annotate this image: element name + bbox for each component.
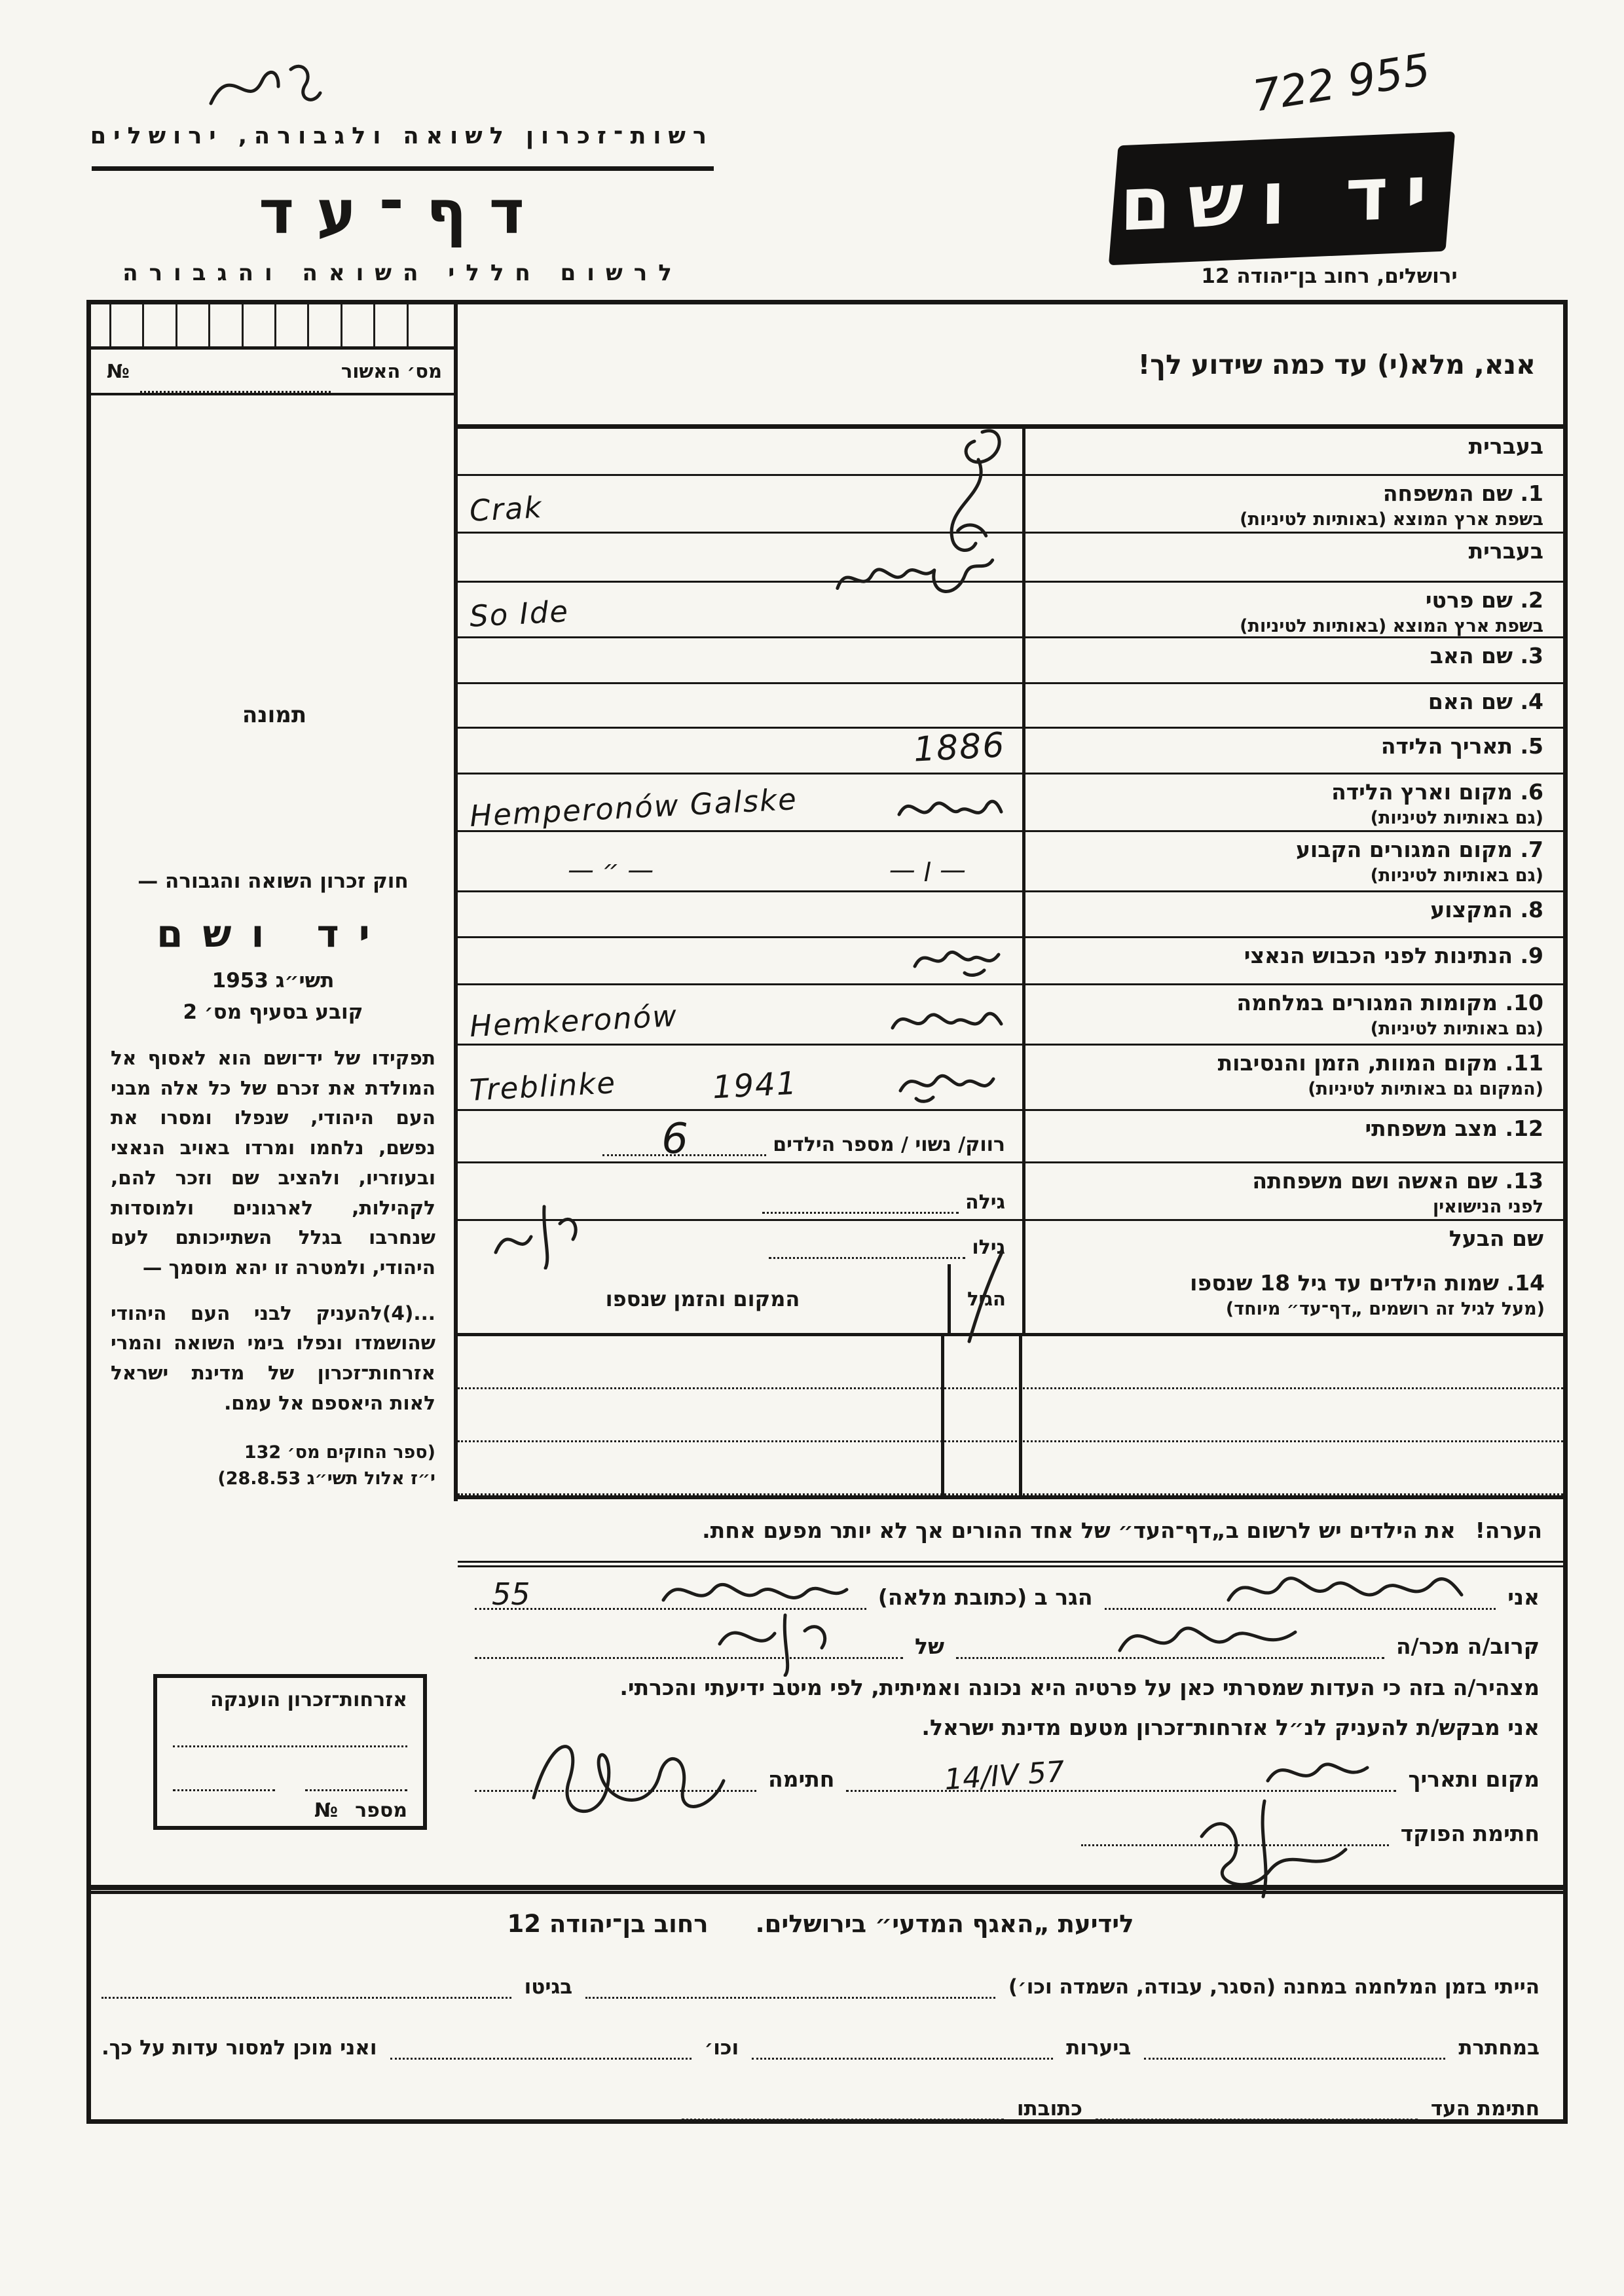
official-signature-blank	[1081, 1814, 1389, 1846]
his-age-blank	[769, 1231, 965, 1259]
citizenship-blank-line	[305, 1789, 407, 1791]
handwritten-birth-place-hebrew	[894, 786, 1005, 825]
answer-area	[458, 985, 1022, 1044]
table-divider	[941, 1336, 944, 1495]
field-label: 12. מצב משפחתי	[1365, 1116, 1543, 1141]
yad-vashem-logo	[1109, 132, 1455, 265]
children-count-blank	[602, 1115, 766, 1163]
approval-number-row	[91, 350, 458, 395]
number-tick-strip	[91, 304, 458, 350]
law-source: (ספר החוקים מס׳ 132 י״ז אלול תשי״ג 28.8.53)	[217, 1442, 435, 1489]
row-birth-date	[458, 725, 1563, 774]
form-subtitle: לרשום חללי השואה והגבורה	[122, 260, 683, 286]
of-blank	[475, 1627, 903, 1659]
field-label: בעברית	[1468, 433, 1543, 459]
handwritten-first-name-latin: So Ide	[468, 594, 570, 634]
field-sublabel: (גם באותיות לטיניות)	[1370, 1018, 1543, 1039]
witness-signature-line: חתימת העד כתובתו	[682, 2094, 1540, 2121]
row-wife-name	[458, 1163, 1563, 1221]
law-clause: ‏...(4)להעניק לבני העם היהודי שהושמדו ונפלו בימי השואה והמרי אזרחות־זכרון של מדינת ישראל לאות היאספם אל עמם.	[111, 1302, 435, 1414]
handwritten-slash	[960, 1247, 1012, 1345]
scientific-branch-section	[101, 1910, 1540, 2121]
photo-box	[91, 395, 458, 847]
answer-area	[458, 684, 1022, 727]
handwritten-war-residence-hebrew	[887, 998, 1005, 1038]
resides-label: הגר ב (כתובת מלאה)	[877, 1584, 1093, 1610]
header-rule	[92, 166, 714, 171]
handwritten-war-residence-latin: Hemkeronów	[468, 998, 679, 1044]
row-death-place	[458, 1046, 1563, 1111]
children-table-row	[458, 1442, 1563, 1495]
witness-signature-scribble	[521, 1715, 737, 1833]
handwritten-citizenship-hebrew	[907, 936, 1005, 978]
signature-label: חתימה	[768, 1766, 835, 1792]
answer-area	[458, 1111, 1022, 1161]
field-sublabel: בשפת ארץ המוצא (באותיות לטיניות)	[1240, 509, 1543, 530]
answer-area	[458, 1221, 1022, 1264]
underground-blank	[1144, 2033, 1445, 2060]
law-section: קובע בסעיף מס׳ 2	[183, 1000, 363, 1024]
office-address: ירושלים, רחוב בן־יהודה 12	[1201, 264, 1458, 288]
row-first-name	[458, 583, 1563, 638]
handwritten-death-place-latin: Treblinke	[468, 1065, 618, 1108]
handwritten-death-place-hebrew	[894, 1058, 1005, 1104]
field-label: 1. שם המשפחה	[1382, 481, 1543, 506]
note-label: הערה!	[1475, 1517, 1542, 1543]
his-age-label: גילו	[972, 1236, 1005, 1259]
handwritten-birth-place-latin: Hemperonów Galske	[468, 781, 798, 834]
law-body: תפקידו של יד־ושם הוא לאסוף אל המולדת את זכרם של כל אלה מבני העם היהודי, שנפלו ומסרו את נפשם, נלחמו ומרדו באויב הנאצי ובעוזריו, ולהציב שם וזכר להם, לקהילות, לארגונים ולמוסדות שנחרבו בגלל השתייכותם לעם היהודי, ולמטרה זו יהא מוסמך —	[111, 1047, 435, 1279]
ghetto-blank	[101, 1972, 511, 1999]
photo-label: תמונה	[242, 702, 307, 728]
citizenship-blank-line	[173, 1745, 407, 1747]
camp-ghetto-line: הייתי בזמן המלחמה במחנה (הסגר, עבודה, השמדה וכו׳) בגיטו	[101, 1972, 1540, 1999]
field-label: 13. שם האשה ושם משפחתה	[1252, 1168, 1543, 1194]
place-date-label: מקום ותאריך	[1408, 1766, 1540, 1792]
her-age-blank	[762, 1186, 959, 1214]
organization-name: רשות־זכרון לשואה ולגבורה, ירושלים	[90, 123, 714, 149]
declaration-relation-line	[475, 1627, 1540, 1659]
declaration-truth-line	[475, 1675, 1540, 1700]
row-marital-status	[458, 1111, 1563, 1163]
left-panel	[91, 304, 458, 1501]
answer-area	[458, 725, 1022, 773]
field-label: 8. המקצוע	[1430, 897, 1543, 922]
underground-forest-line: במחתרת ביערות וכו׳ ואני מוכן למסור עדות על כך.	[101, 2033, 1540, 2060]
field-label: 5. תאריך הלידה	[1380, 733, 1543, 759]
handwritten-children-count: 6	[661, 1115, 688, 1163]
law-name: יד ושם	[157, 911, 390, 956]
form-title: דף־עד	[259, 177, 547, 247]
handwritten-birth-year: 1886	[912, 725, 1006, 770]
handwritten-family-name-latin: Crak	[468, 490, 544, 528]
law-title: חוק זכרון השואה והגבורה —	[138, 869, 409, 893]
answer-area	[458, 638, 1022, 682]
field-label: 11. מקום המוות, הזמן והנסיבות	[1217, 1050, 1543, 1076]
declare-text: מצהיר/ה בזה כי העדות שמסרתי כאן על פרטיה היא נכונה ואמיתית, לפי מיטב ידיעתי והכרתי.	[619, 1675, 1540, 1700]
signature-blank	[475, 1760, 756, 1792]
field-label: בעברית	[1468, 538, 1543, 564]
request-text: אני מבקש/ת להעניק לנ״ל אזרחות־זכרון מטעם מדינת ישראל.	[921, 1715, 1540, 1740]
row-father-name	[458, 638, 1563, 684]
note-band	[458, 1495, 1563, 1567]
citizenship-number-row: מספר №	[314, 1799, 407, 1822]
field-sublabel: (המקום גם באותיות לטיניות)	[1308, 1078, 1543, 1099]
declaration-block	[458, 1567, 1563, 1846]
etc-blank	[390, 2033, 692, 2060]
handwritten-death-year: 1941	[711, 1065, 799, 1106]
handwritten-mark	[191, 47, 329, 124]
row-mother-name	[458, 684, 1563, 729]
place-date-blank	[846, 1755, 1396, 1797]
children-table-row	[458, 1389, 1563, 1442]
i-label: אני	[1507, 1584, 1540, 1610]
field-label: 3. שם האב	[1430, 643, 1543, 668]
field-label: 6. מקום וארץ הלידה	[1331, 779, 1543, 805]
children-question: 14. שמות הילדים עד גיל 18 שנספו	[1190, 1270, 1545, 1296]
children-table	[458, 1264, 1563, 1495]
handwritten-ditto-mark: — ״ —	[568, 855, 654, 885]
form-header	[92, 123, 714, 286]
section-divider	[91, 1885, 1563, 1894]
place-date-signature-line	[475, 1755, 1540, 1797]
official-signature-line	[1081, 1814, 1540, 1846]
official-signature-label: חתימת הפוקד	[1400, 1821, 1540, 1846]
field-label: 9. הנתינות לפני הכבוש הנאצי	[1244, 943, 1543, 968]
law-year: תשי״ג 1953	[212, 969, 335, 993]
children-table-header	[458, 1264, 1563, 1336]
row-profession	[458, 892, 1563, 938]
field-sublabel: (גם באותיות לטיניות)	[1370, 865, 1543, 886]
handwritten-house-number: 55	[491, 1576, 530, 1612]
field-label: 10. מקומות המגורים במלחמה	[1236, 990, 1543, 1015]
citizenship-blank-line	[173, 1789, 275, 1791]
relation-blank	[956, 1627, 1384, 1659]
her-age-label: גילה	[965, 1191, 1005, 1214]
place-time-column-header: המקום והזמן שנספו	[605, 1286, 800, 1311]
handwritten-first-name-hebrew	[822, 508, 1008, 624]
declaration-identity-line	[475, 1578, 1540, 1610]
law-text-block	[91, 847, 458, 1493]
field-label: שם הבעל	[1449, 1226, 1543, 1251]
logo-text: יד ושם	[1119, 149, 1445, 248]
witness-address-blank	[682, 2094, 1004, 2121]
numero-sign: №	[107, 360, 130, 382]
note-text: את הילדים יש לרשום ב„דף־העד״ של אחד ההורים אך לא יותר מפעם אחת.	[702, 1517, 1456, 1543]
citizenship-box-title: אזרחות־זכרון הוענקה	[210, 1688, 407, 1711]
children-question-note: (מעל לגיל זה רושמים „דף־עד״ מיוחד)	[1225, 1298, 1545, 1319]
age-column-header: הגיל	[948, 1264, 1022, 1333]
forest-blank	[752, 2033, 1053, 2060]
scientific-branch-title: לידיעת „האגף המדעי״ בירושלים. רחוב בן־יהודה 12	[507, 1910, 1134, 1938]
row-permanent-residence	[458, 832, 1563, 892]
row-war-residence	[458, 985, 1563, 1046]
answer-area	[458, 774, 1022, 834]
answer-area	[458, 938, 1022, 983]
of-label: של	[915, 1633, 944, 1659]
witness-name-blank	[1105, 1578, 1496, 1610]
handwritten-place-date: 14/IV 57	[943, 1755, 1066, 1797]
camp-blank	[585, 1972, 995, 1999]
answer-area	[458, 892, 1022, 936]
official-signature-scribble	[1186, 1795, 1369, 1899]
field-label: 4. שם האם	[1428, 689, 1543, 714]
approval-number-blank	[140, 369, 331, 393]
field-label: 2. שם פרטי	[1425, 587, 1543, 613]
handwritten-ditto-mark: — ׀ —	[889, 855, 966, 885]
table-divider	[1019, 1336, 1022, 1495]
row-citizenship	[458, 938, 1563, 985]
handwritten-husband-name	[484, 1197, 595, 1269]
answer-area	[458, 832, 1022, 890]
approval-number-label: מס׳ האשור	[341, 360, 442, 382]
row-birth-place	[458, 774, 1563, 832]
fill-in-instruction: אנא, מלא(י) עד כמה שידוע לך!	[458, 304, 1563, 429]
relative-label: קרוב/ה מכר/ה	[1396, 1633, 1540, 1659]
field-sublabel: לפני הנישואין	[1432, 1196, 1543, 1217]
answer-area	[458, 1046, 1022, 1109]
field-sublabel: בשפת ארץ המוצא (באותיות לטיניות)	[1240, 615, 1543, 636]
handwritten-file-number: 722 955	[1249, 44, 1434, 122]
marital-status-options: רווק/ נשוי / מספר הילדים	[773, 1133, 1005, 1156]
memorial-citizenship-box	[153, 1674, 427, 1830]
witness-signature-blank	[1096, 2094, 1418, 2121]
field-sublabel: (גם באותיות לטיניות)	[1370, 807, 1543, 828]
field-label: 7. מקום המגורים הקבוע	[1295, 837, 1543, 862]
